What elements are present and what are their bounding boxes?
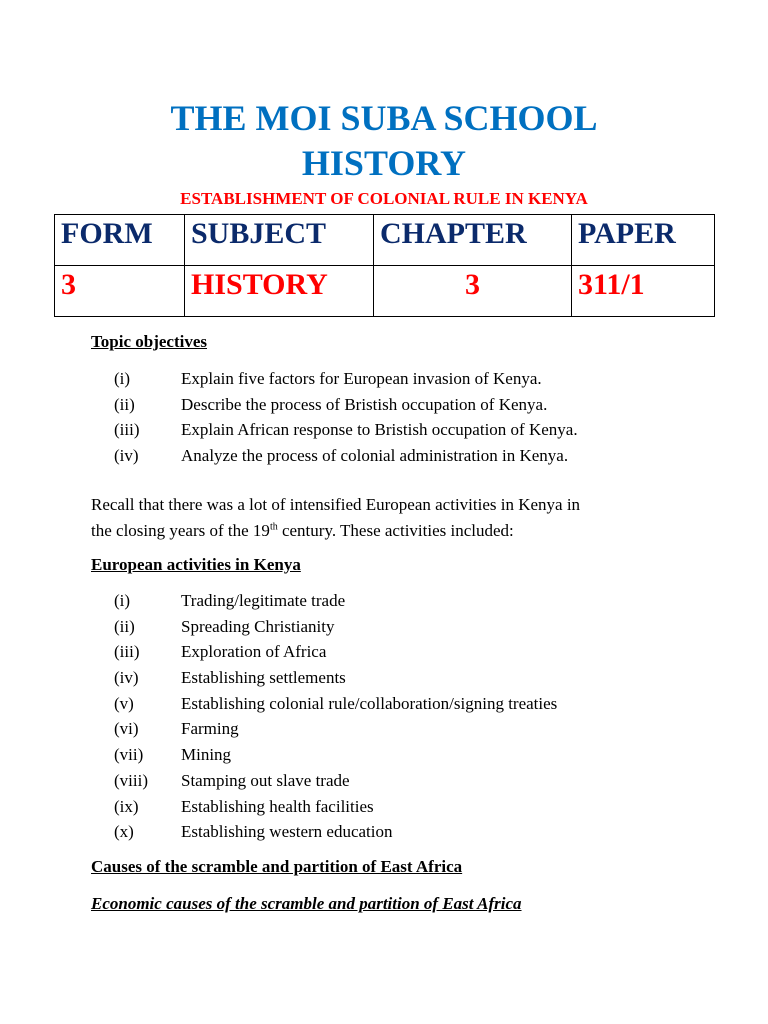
list-item-text: Establishing western education <box>181 822 393 842</box>
value-form: 3 <box>55 266 185 317</box>
list-item-text: Describe the process of Bristish occupation of Kenya. <box>181 394 548 414</box>
list-item <box>114 794 734 820</box>
list-item-number: (ii) <box>114 394 135 414</box>
recall-line-2b: century. These activities included: <box>277 521 514 540</box>
list-item <box>114 417 734 443</box>
recall-line-1: Recall that there was a lot of intensified European activities in Kenya in <box>91 495 581 514</box>
header-paper: PAPER <box>572 215 715 266</box>
list-item-number: (vi) <box>114 719 139 739</box>
header-chapter: CHAPTER <box>374 215 572 266</box>
subject-title: HISTORY <box>301 143 467 183</box>
activities-list <box>114 588 734 845</box>
list-item <box>114 588 734 614</box>
list-item-text: Stamping out slave trade <box>181 770 350 790</box>
list-item-text: Mining <box>181 745 232 765</box>
activities-heading: European activities in Kenya <box>91 555 301 574</box>
list-item-text: Farming <box>181 719 239 739</box>
economic-causes-heading: Economic causes of the scramble and partition of East Africa <box>91 894 522 913</box>
list-item-text: Explain African response to Bristish occupation of Kenya. <box>181 420 578 440</box>
objectives-heading: Topic objectives <box>91 332 208 351</box>
list-item-number: (iv) <box>114 446 139 466</box>
recall-superscript: th <box>269 521 278 533</box>
header-form: FORM <box>55 215 185 266</box>
list-item-number: (x) <box>114 822 134 842</box>
list-item-number: (ix) <box>114 796 139 816</box>
topic-title: ESTABLISHMENT OF COLONIAL RULE IN KENYA <box>180 189 588 208</box>
value-paper: 311/1 <box>572 266 715 317</box>
list-item-text: Spreading Christianity <box>181 616 335 636</box>
list-item-text: Establishing settlements <box>181 668 346 688</box>
list-item-number: (iii) <box>114 642 140 662</box>
causes-heading: Causes of the scramble and partition of East Africa <box>91 857 463 876</box>
list-item <box>114 366 734 392</box>
recall-line-2a: the closing years of the 19 <box>91 521 270 540</box>
header-subject: SUBJECT <box>185 215 374 266</box>
school-title: THE MOI SUBA SCHOOL <box>170 98 598 138</box>
value-chapter: 3 <box>374 266 572 317</box>
list-item <box>114 392 734 418</box>
list-item-text: Explain five factors for European invasion of Kenya. <box>181 369 542 388</box>
info-table-header-row <box>55 215 715 266</box>
info-table <box>54 214 715 317</box>
list-item <box>114 443 734 469</box>
list-item-text: Exploration of Africa <box>181 642 327 662</box>
list-item <box>114 665 734 691</box>
list-item <box>114 614 734 640</box>
list-item-number: (viii) <box>114 770 148 790</box>
list-item-number: (iv) <box>114 668 139 688</box>
list-item-text: Establishing health facilities <box>181 796 374 816</box>
list-item <box>114 768 734 794</box>
list-item-number: (i) <box>114 369 131 388</box>
list-item-text: Establishing colonial rule/collaboration/signing treaties <box>181 693 558 713</box>
list-item <box>114 742 734 768</box>
list-item-number: (ii) <box>114 616 135 636</box>
list-item-number: (v) <box>114 693 134 713</box>
objectives-list <box>114 366 734 469</box>
list-item-text: Analyze the process of colonial administration in Kenya. <box>181 446 569 466</box>
recall-paragraph <box>91 492 721 544</box>
info-table-value-row <box>55 266 715 317</box>
list-item-text: Trading/legitimate trade <box>181 591 346 610</box>
list-item-number: (i) <box>114 591 131 610</box>
list-item <box>114 639 734 665</box>
list-item-number: (iii) <box>114 420 140 440</box>
list-item <box>114 819 734 845</box>
list-item <box>114 716 734 742</box>
list-item-number: (vii) <box>114 745 144 765</box>
list-item <box>114 691 734 717</box>
value-subject: HISTORY <box>185 266 374 317</box>
